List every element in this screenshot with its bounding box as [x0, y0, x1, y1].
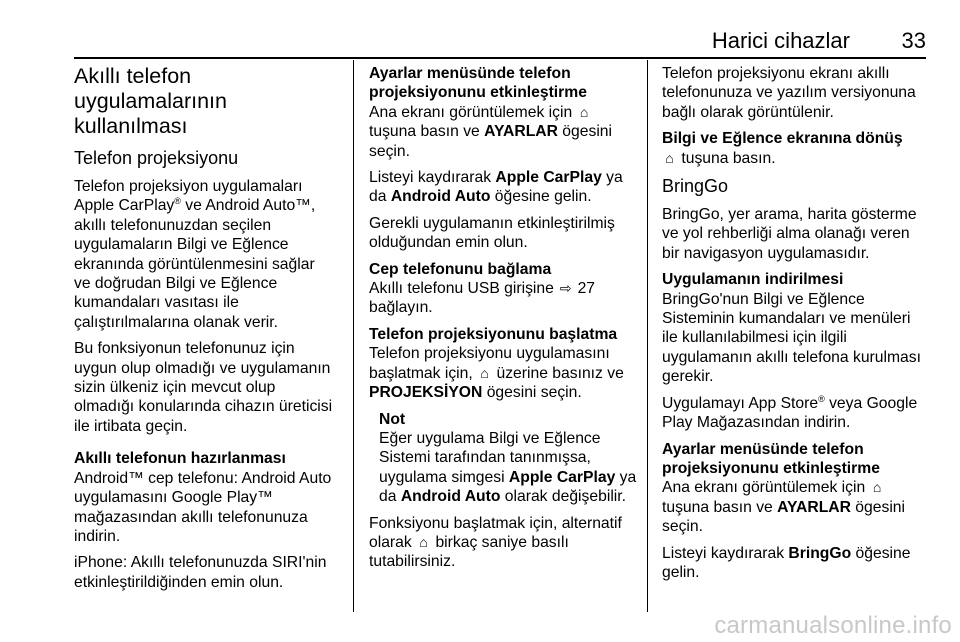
header-rule — [74, 57, 926, 59]
note-text: Eğer uygulama Bilgi ve Eğlence Sistemi tarafından tanınmışsa, uygulama simgesi Apple CarPlay ya da Android Auto olarak değişebilir. — [379, 429, 637, 506]
home-icon: ⌂ — [579, 103, 589, 120]
paragraph: Ana ekranı görüntülemek için ⌂ tuşuna basın ve AYARLAR ögesini seçin. — [369, 103, 613, 160]
paragraph: iPhone: Akıllı telefonunuzda SIRI'nin etkinleştirildiğinden emin olun. — [74, 554, 327, 591]
home-icon: ⌂ — [419, 533, 428, 550]
page-heading: Akıllı telefon uygulamalarının kullanılması — [74, 64, 227, 138]
page-reference-arrow-icon: ⇨ — [559, 280, 572, 297]
watermark: carmanualsonline.info — [714, 612, 952, 639]
column-2 — [369, 64, 641, 579]
column-3 — [662, 64, 938, 589]
paragraph: Listeyi kaydırarak Apple CarPlay ya da Android Auto öğesine gelin. — [369, 169, 623, 206]
paragraph: Telefon projeksiyonu uygulamasını başlatmak için, ⌂ üzerine basınız ve PROJEKSİYON ögesini seçin. — [369, 345, 624, 402]
section-title: Harici cihazlar — [711, 28, 850, 53]
home-icon: ⌂ — [480, 364, 489, 381]
paragraph: Ana ekranı görüntülemek için ⌂ tuşuna basın ve AYARLAR ögesini seçin. — [662, 479, 906, 536]
paragraph: Telefon projeksiyon uygulamaları Apple CarPlay® ve Android Auto™, akıllı telefonunuzdan seçilen uygulamaların Bilgi ve Eğlence ekranında görüntülenmesini sağlar ve doğrudan Bilgi ve Eğlence kumandaları vasıtası ile çalıştırılmalarına olanak verir. — [74, 178, 316, 331]
subheading: Ayarlar menüsünde telefon projeksiyonunu etkinleştirme — [369, 65, 587, 102]
page-number: 33 — [901, 28, 926, 53]
section-heading: BringGo — [662, 176, 729, 197]
subheading: Ayarlar menüsünde telefon projeksiyonunu etkinleştirme — [662, 440, 880, 477]
subheading: Uygulamanın indirilmesi — [662, 271, 844, 289]
column-1 — [74, 64, 344, 599]
note-title: Not — [379, 410, 406, 428]
paragraph: BringGo, yer arama, harita gösterme ve yol rehberliği alma olanağı veren bir navigasyon uygulamasıdır. — [662, 206, 917, 262]
paragraph: Listeyi kaydırarak BringGo öğesine gelin. — [662, 544, 911, 581]
paragraph: Akıllı telefonu USB girişine ⇨ 27 bağlayın. — [369, 280, 596, 317]
subheading: Bilgi ve Eğlence ekranına dönüş — [662, 130, 903, 148]
column-divider — [647, 60, 648, 612]
paragraph: Android™ cep telefonu: Android Auto uygulamasını Google Play™ mağazasından akıllı telefonunuza indirin. — [74, 469, 332, 545]
column-divider — [353, 60, 354, 612]
paragraph: Telefon projeksiyonu ekranı akıllı telefonunuza ve yazılım versiyonuna bağlı olarak görüntülenir. — [662, 65, 916, 121]
paragraph: Gerekli uygulamanın etkinleştirilmiş olduğundan emin olun. — [369, 214, 615, 252]
subheading: Cep telefonunu bağlama — [369, 260, 552, 278]
note-box — [379, 410, 641, 507]
paragraph: Bu fonksiyonun telefonunuz için uygun olup olmadığı ve uygulamanın sizin ülkeniz için mevcut olup olmadığı konularında cihazın üreticisi ile irtibata geçin. — [74, 340, 333, 435]
paragraph: BringGo'nun Bilgi ve Eğlence Sisteminin kumandaları ve menüleri ile kullanılabilmesi için ilgili uygulamanın akıllı telefona kurulması gerekir. — [662, 290, 921, 386]
home-icon: ⌂ — [665, 149, 674, 166]
subheading: Telefon projeksiyonunu başlatma — [369, 325, 618, 343]
paragraph: ⌂ tuşuna basın. — [662, 149, 938, 168]
subheading: Akıllı telefonun hazırlanması — [74, 450, 286, 468]
home-icon: ⌂ — [872, 479, 882, 496]
section-heading: Telefon projeksiyonu — [74, 148, 239, 168]
paragraph: Uygulamayı App Store® veya Google Play Mağazasından indirin. — [662, 393, 918, 432]
paragraph: Fonksiyonu başlatmak için, alternatif olarak ⌂ birkaç saniye basılı tutabilirsiniz. — [369, 514, 622, 571]
